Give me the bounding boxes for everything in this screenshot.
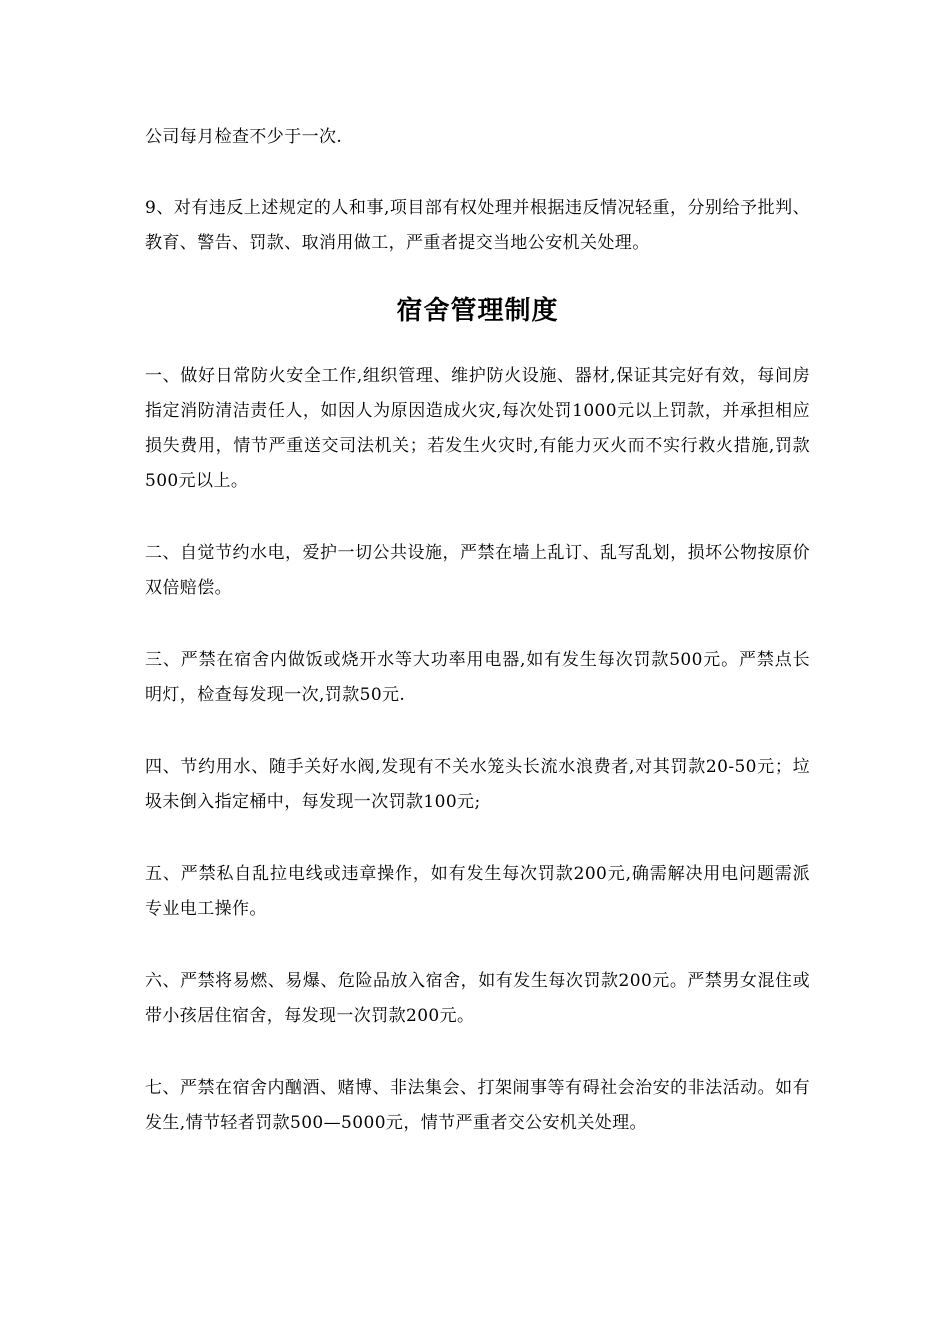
document-page: [145, 120, 810, 1141]
dorm-rule-3: 三、严禁在宿舍内做饭或烧开水等大功率用电器,如有发生每次罚款500元。严禁点长明灯，检查每发现一次,罚款50元.: [145, 650, 810, 705]
section-title: 宿舍管理制度: [396, 296, 559, 326]
dorm-rule-7: 七、严禁在宿舍内酗酒、赌博、非法集会、打架闹事等有碍社会治安的非法活动。如有发生,情节轻者罚款500—5000元，情节严重者交公安机关处理。: [145, 1078, 810, 1133]
continuation-paragraph: 公司每月检查不少于一次.: [145, 127, 343, 147]
rule-item-9: 9、对有违反上述规定的人和事,项目部有权处理并根据违反情况轻重，分别给予批判、教育、警告、罚款、取消用做工，严重者提交当地公安机关处理。: [145, 198, 810, 253]
dorm-rule-4: 四、节约用水、随手关好水阀,发现有不关水笼头长流水浪费者,对其罚款20-50元；垃圾未倒入指定桶中，每发现一次罚款100元;: [145, 757, 810, 812]
dorm-rule-5: 五、严禁私自乱拉电线或违章操作，如有发生每次罚款200元,确需解决用电问题需派专业电工操作。: [145, 864, 810, 919]
dorm-rule-6: 六、严禁将易燃、易爆、危险品放入宿舍，如有发生每次罚款200元。严禁男女混住或带小孩居住宿舍，每发现一次罚款200元。: [145, 971, 810, 1026]
dorm-rule-1: 一、做好日常防火安全工作,组织管理、维护防火设施、器材,保证其完好有效，每间房指定消防清洁责任人，如因人为原因造成火灾,每次处罚1000元以上罚款，并承担相应损失费用，情节严重送交司法机关；若发生火灾时,有能力灭火而不实行救火措施,罚款500元以上。: [145, 366, 810, 491]
dorm-rule-2: 二、自觉节约水电，爱护一切公共设施，严禁在墙上乱订、乱写乱划，损坏公物按原价双倍赔偿。: [145, 543, 810, 598]
